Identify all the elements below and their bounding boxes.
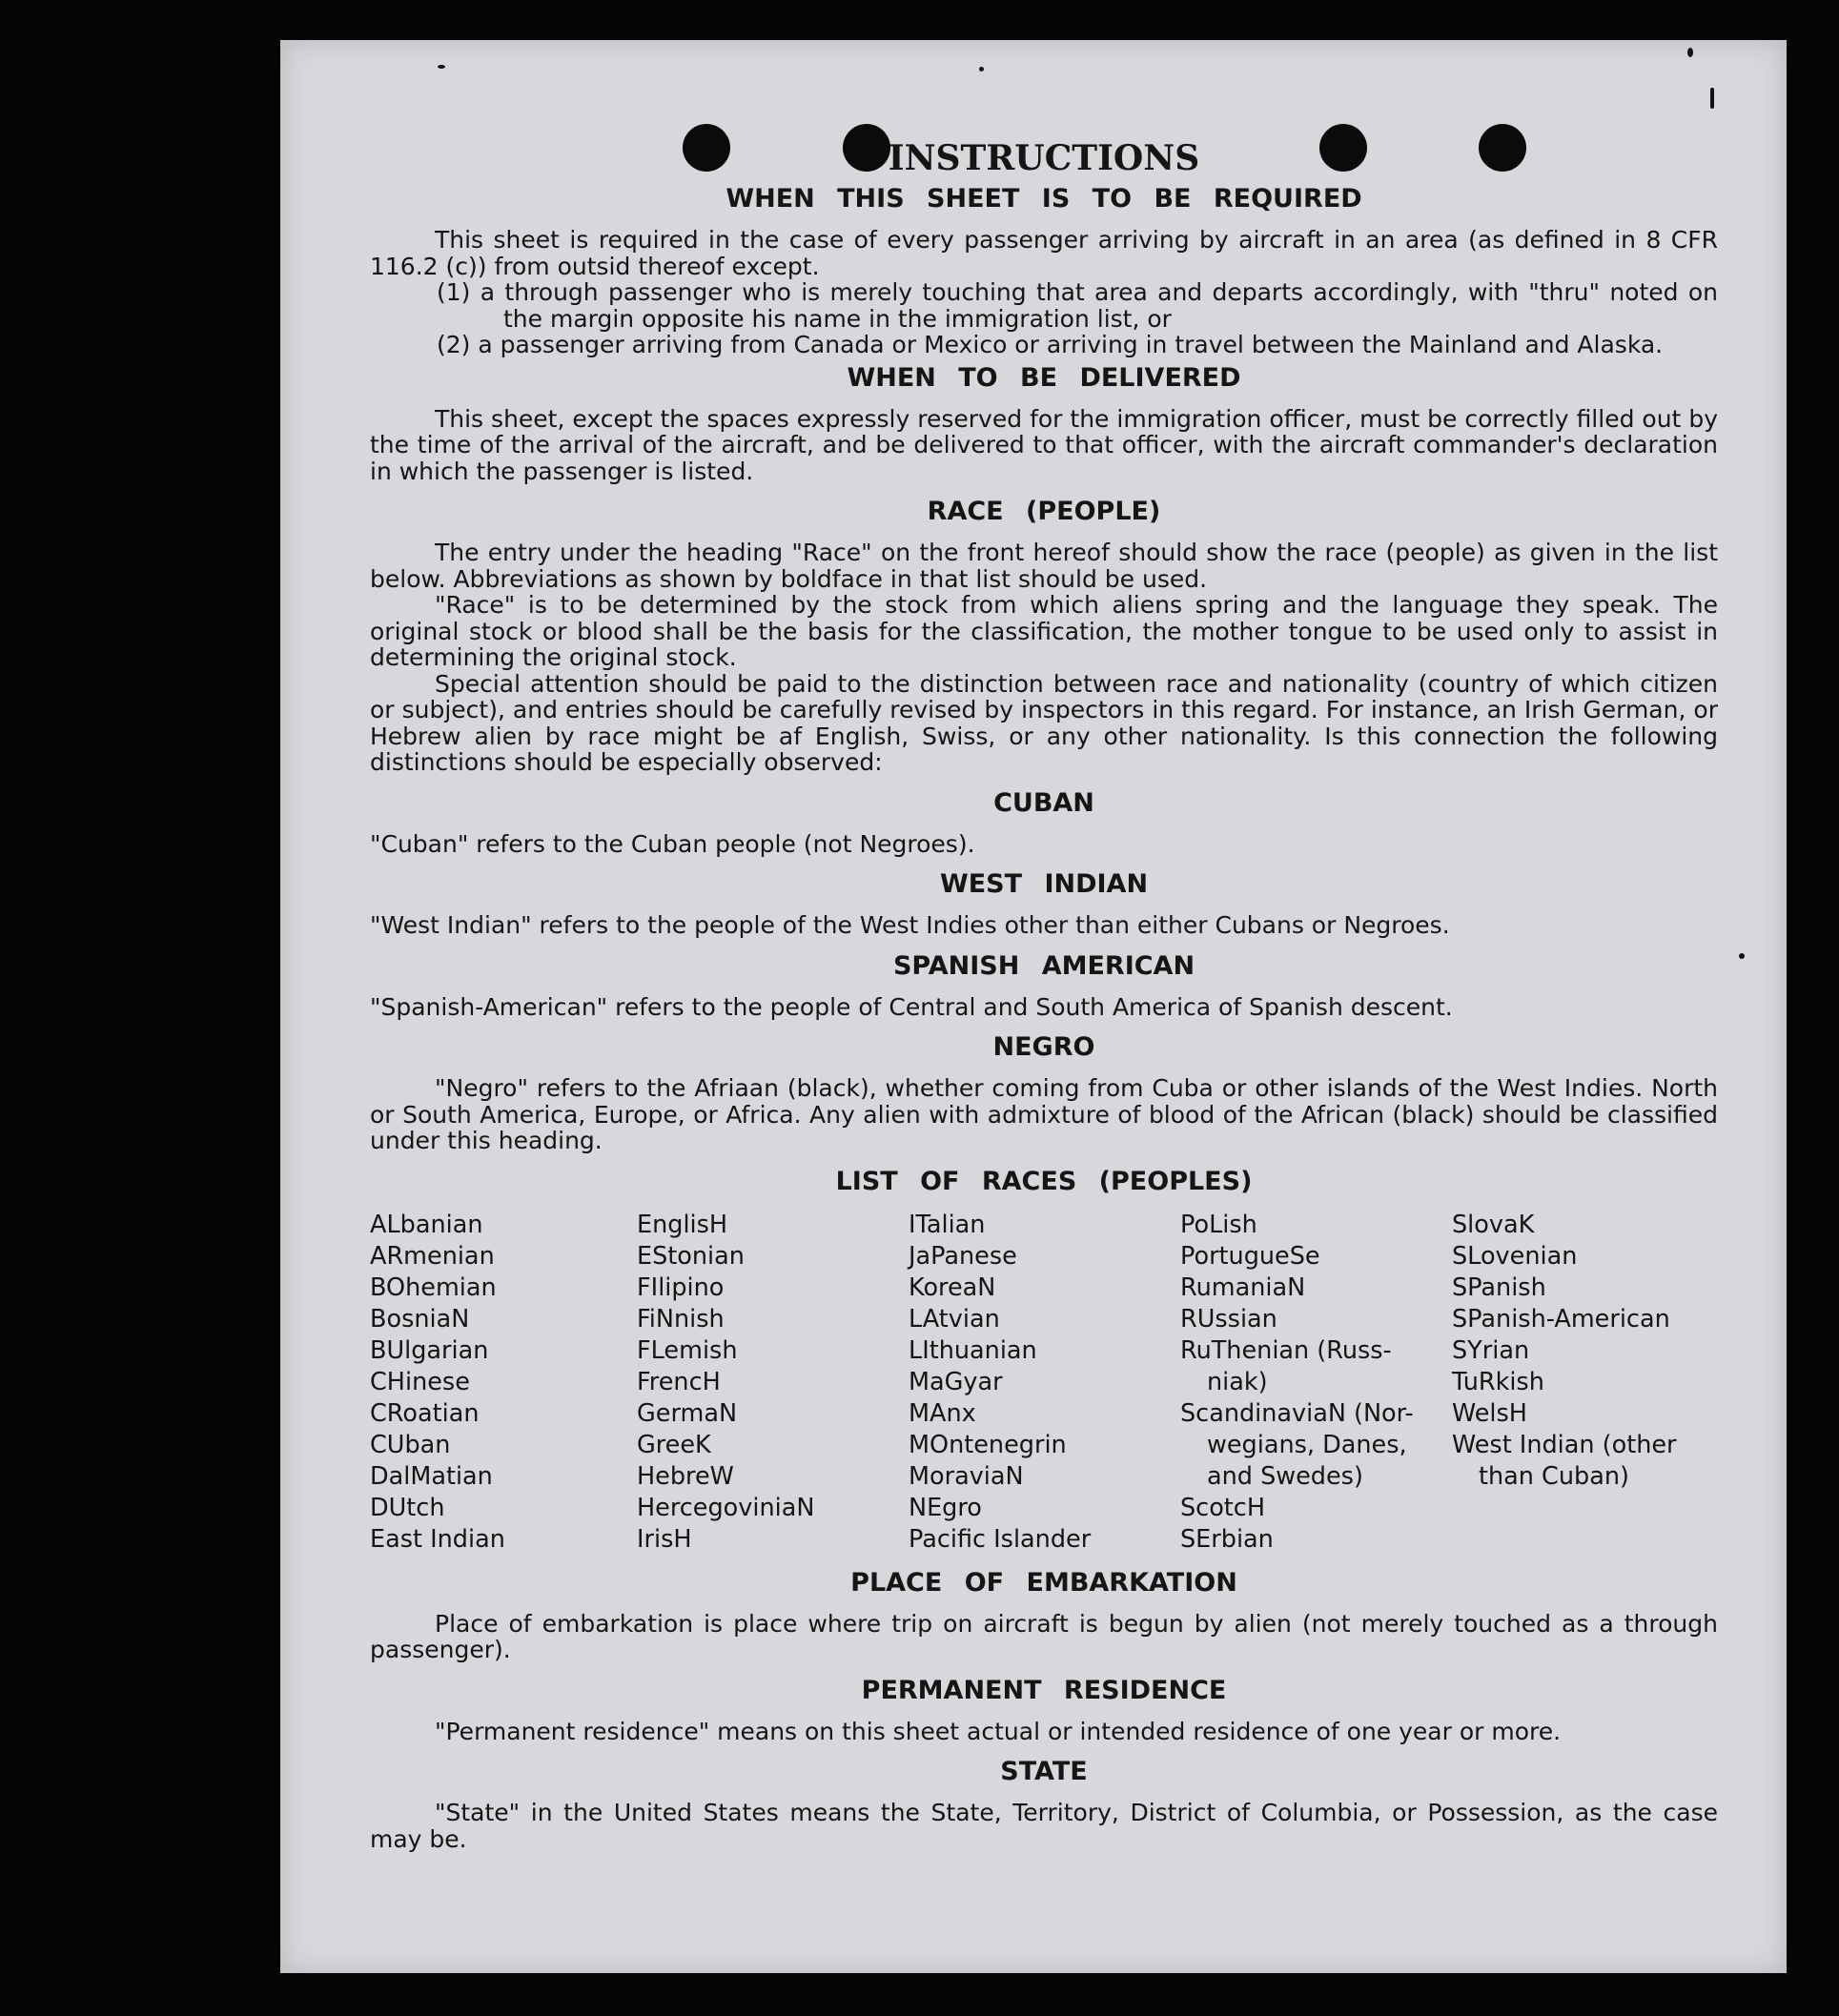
race-item: MoraviaN <box>909 1461 1024 1491</box>
race-item-continuation: than Cuban) <box>1479 1461 1629 1491</box>
race-paragraph-2: "Race" is to be determined by the stock from which aliens spring and the language they speak. The original stock or blood shall be the basis for the classification, the mother tongue to be used only to assist in determining the original stock. <box>370 591 1718 671</box>
negro-heading: NEGRO <box>992 1032 1095 1062</box>
residence-heading: PERMANENT RESIDENCE <box>861 1675 1227 1705</box>
race-paragraph-1: The entry under the heading "Race" on the front hereof should show the race (people) as given in the list below. Abbreviations as shown by boldface in that list should be used. <box>370 539 1718 593</box>
races-column-1 <box>370 1210 637 1556</box>
race-item: JaPanese <box>909 1241 1017 1271</box>
cuban-heading: CUBAN <box>993 787 1094 818</box>
race-item: DUtch <box>370 1493 445 1522</box>
race-item: DalMatian <box>370 1461 493 1491</box>
when-required-heading: WHEN THIS SHEET IS TO BE REQUIRED <box>725 184 1362 214</box>
race-item: CUban <box>370 1430 451 1459</box>
race-heading: RACE (PEOPLE) <box>927 497 1161 526</box>
race-item: PortugueSe <box>1180 1241 1320 1271</box>
race-item: LAtvian <box>909 1304 1000 1334</box>
race-paragraph-3: Special attention should be paid to the distinction between race and nationality (country of which citizen or subject), and entries should be carefully revised by inspectors in this regard. For instance, an Irish German, or Hebrew alien by race might be af English, Swiss, or any other nationality. Is this connection the following distinctions should be especially observed: <box>370 669 1718 776</box>
race-item: HercegoviniaN <box>637 1493 815 1522</box>
when-delivered-heading: WHEN TO BE DELIVERED <box>847 362 1241 393</box>
races-column-5 <box>1452 1210 1718 1556</box>
race-item: SPanish-American <box>1452 1304 1670 1334</box>
state-heading: STATE <box>1000 1757 1088 1786</box>
race-item: PoLish <box>1180 1210 1257 1239</box>
race-item-continuation: wegians, Danes, <box>1207 1430 1407 1459</box>
negro-text: "Negro" refers to the Afriaan (black), whether coming from Cuba or other islands of the West Indies. North or South America, Europe, or Africa. Any alien with admixture of blood of the African (black) should be classified under this heading. <box>370 1074 1718 1154</box>
race-item: KoreaN <box>909 1273 996 1302</box>
west-indian-text: "West Indian" refers to the people of the West Indies other than either Cubans or Negroes. <box>370 911 1450 939</box>
race-item: MAnx <box>909 1398 976 1428</box>
race-item: EnglisH <box>637 1210 728 1239</box>
races-list <box>370 1210 1718 1556</box>
state-text: "State" in the United States means the State, Territory, District of Columbia, or Possession, as the case may be. <box>370 1799 1718 1853</box>
race-item: RuThenian (Russ- <box>1180 1335 1392 1365</box>
list-of-races-heading: LIST OF RACES (PEOPLES) <box>835 1166 1253 1196</box>
race-item: FIlipino <box>637 1273 725 1302</box>
race-item: WelsH <box>1452 1398 1527 1428</box>
race-item: FrencH <box>637 1367 721 1396</box>
race-item: BosniaN <box>370 1304 470 1334</box>
speck <box>1739 953 1745 959</box>
race-item: GermaN <box>637 1398 738 1428</box>
race-item: ITalian <box>909 1210 986 1239</box>
race-item: LIthuanian <box>909 1335 1037 1365</box>
when-required-item-2: (2) a passenger arriving from Canada or Mexico or arriving in travel between the Mainland and Alaska. <box>437 331 1664 358</box>
races-column-3 <box>909 1210 1180 1556</box>
embarkation-heading: PLACE OF EMBARKATION <box>850 1567 1237 1598</box>
speck <box>438 65 445 69</box>
when-delivered-text: This sheet, except the spaces expressly reserved for the immigration officer, must be correctly filled out by the time of the arrival of the aircraft, and be delivered to that officer, with the aircraft commander's declaration in which the passenger is listed. <box>370 404 1718 485</box>
race-item: East Indian <box>370 1524 505 1554</box>
race-item: IrisH <box>637 1524 692 1554</box>
race-item: ScandinaviaN (Nor- <box>1180 1398 1414 1428</box>
page-title: INSTRUCTIONS <box>888 138 1200 178</box>
race-item: BUlgarian <box>370 1335 489 1365</box>
race-item-continuation: and Swedes) <box>1207 1461 1363 1491</box>
race-item: ScotcH <box>1180 1493 1266 1522</box>
embarkation-text: Place of embarkation is place where trip on aircraft is begun by alien (not merely touched as a through passenger). <box>370 1609 1718 1663</box>
race-item: SPanish <box>1452 1273 1546 1302</box>
race-item: EStonian <box>637 1241 745 1271</box>
race-item: CHinese <box>370 1367 470 1396</box>
race-item: CRoatian <box>370 1398 480 1428</box>
races-column-2 <box>637 1210 909 1556</box>
cuban-text: "Cuban" refers to the Cuban people (not Negroes). <box>370 829 975 858</box>
race-item: ALbanian <box>370 1210 483 1239</box>
when-required-item-1: (1) a through passenger who is merely touching that area and departs accordingly, with "thru" noted on the margin opposite his name in the immigration list, or <box>437 278 1718 333</box>
race-item: West Indian (other <box>1452 1430 1677 1459</box>
race-item: BOhemian <box>370 1273 497 1302</box>
race-item: RUssian <box>1180 1304 1277 1334</box>
race-item: GreeK <box>637 1430 711 1459</box>
race-item: ARmenian <box>370 1241 495 1271</box>
speck <box>1687 48 1693 57</box>
race-item: TuRkish <box>1452 1367 1544 1396</box>
race-item: NEgro <box>909 1493 982 1522</box>
race-item: FiNnish <box>637 1304 725 1334</box>
spanish-american-text: "Spanish-American" refers to the people of Central and South America of Spanish descent. <box>370 992 1453 1021</box>
races-column-4 <box>1180 1210 1452 1556</box>
race-item: SLovenian <box>1452 1241 1578 1271</box>
race-item: SYrian <box>1452 1335 1530 1365</box>
speck <box>979 67 984 71</box>
race-item: SErbian <box>1180 1524 1274 1554</box>
speck <box>1710 88 1714 109</box>
instructions-content <box>370 133 1718 1852</box>
race-item: HebreW <box>637 1461 734 1491</box>
race-item: Pacific Islander <box>909 1524 1092 1554</box>
race-item: MaGyar <box>909 1367 1003 1396</box>
west-indian-heading: WEST INDIAN <box>939 869 1149 899</box>
race-item: FLemish <box>637 1335 738 1365</box>
when-required-intro: This sheet is required in the case of every passenger arriving by aircraft in an area (as defined in 8 CFR 116.2 (c)) from outsid thereof except. <box>370 226 1718 280</box>
race-item-continuation: niak) <box>1207 1367 1268 1396</box>
residence-text: "Permanent residence" means on this sheet actual or intended residence of one year or more. <box>435 1717 1562 1745</box>
spanish-american-heading: SPANISH AMERICAN <box>892 950 1195 981</box>
race-item: MOntenegrin <box>909 1430 1067 1459</box>
race-item: RumaniaN <box>1180 1273 1306 1302</box>
race-item: SlovaK <box>1452 1210 1535 1239</box>
